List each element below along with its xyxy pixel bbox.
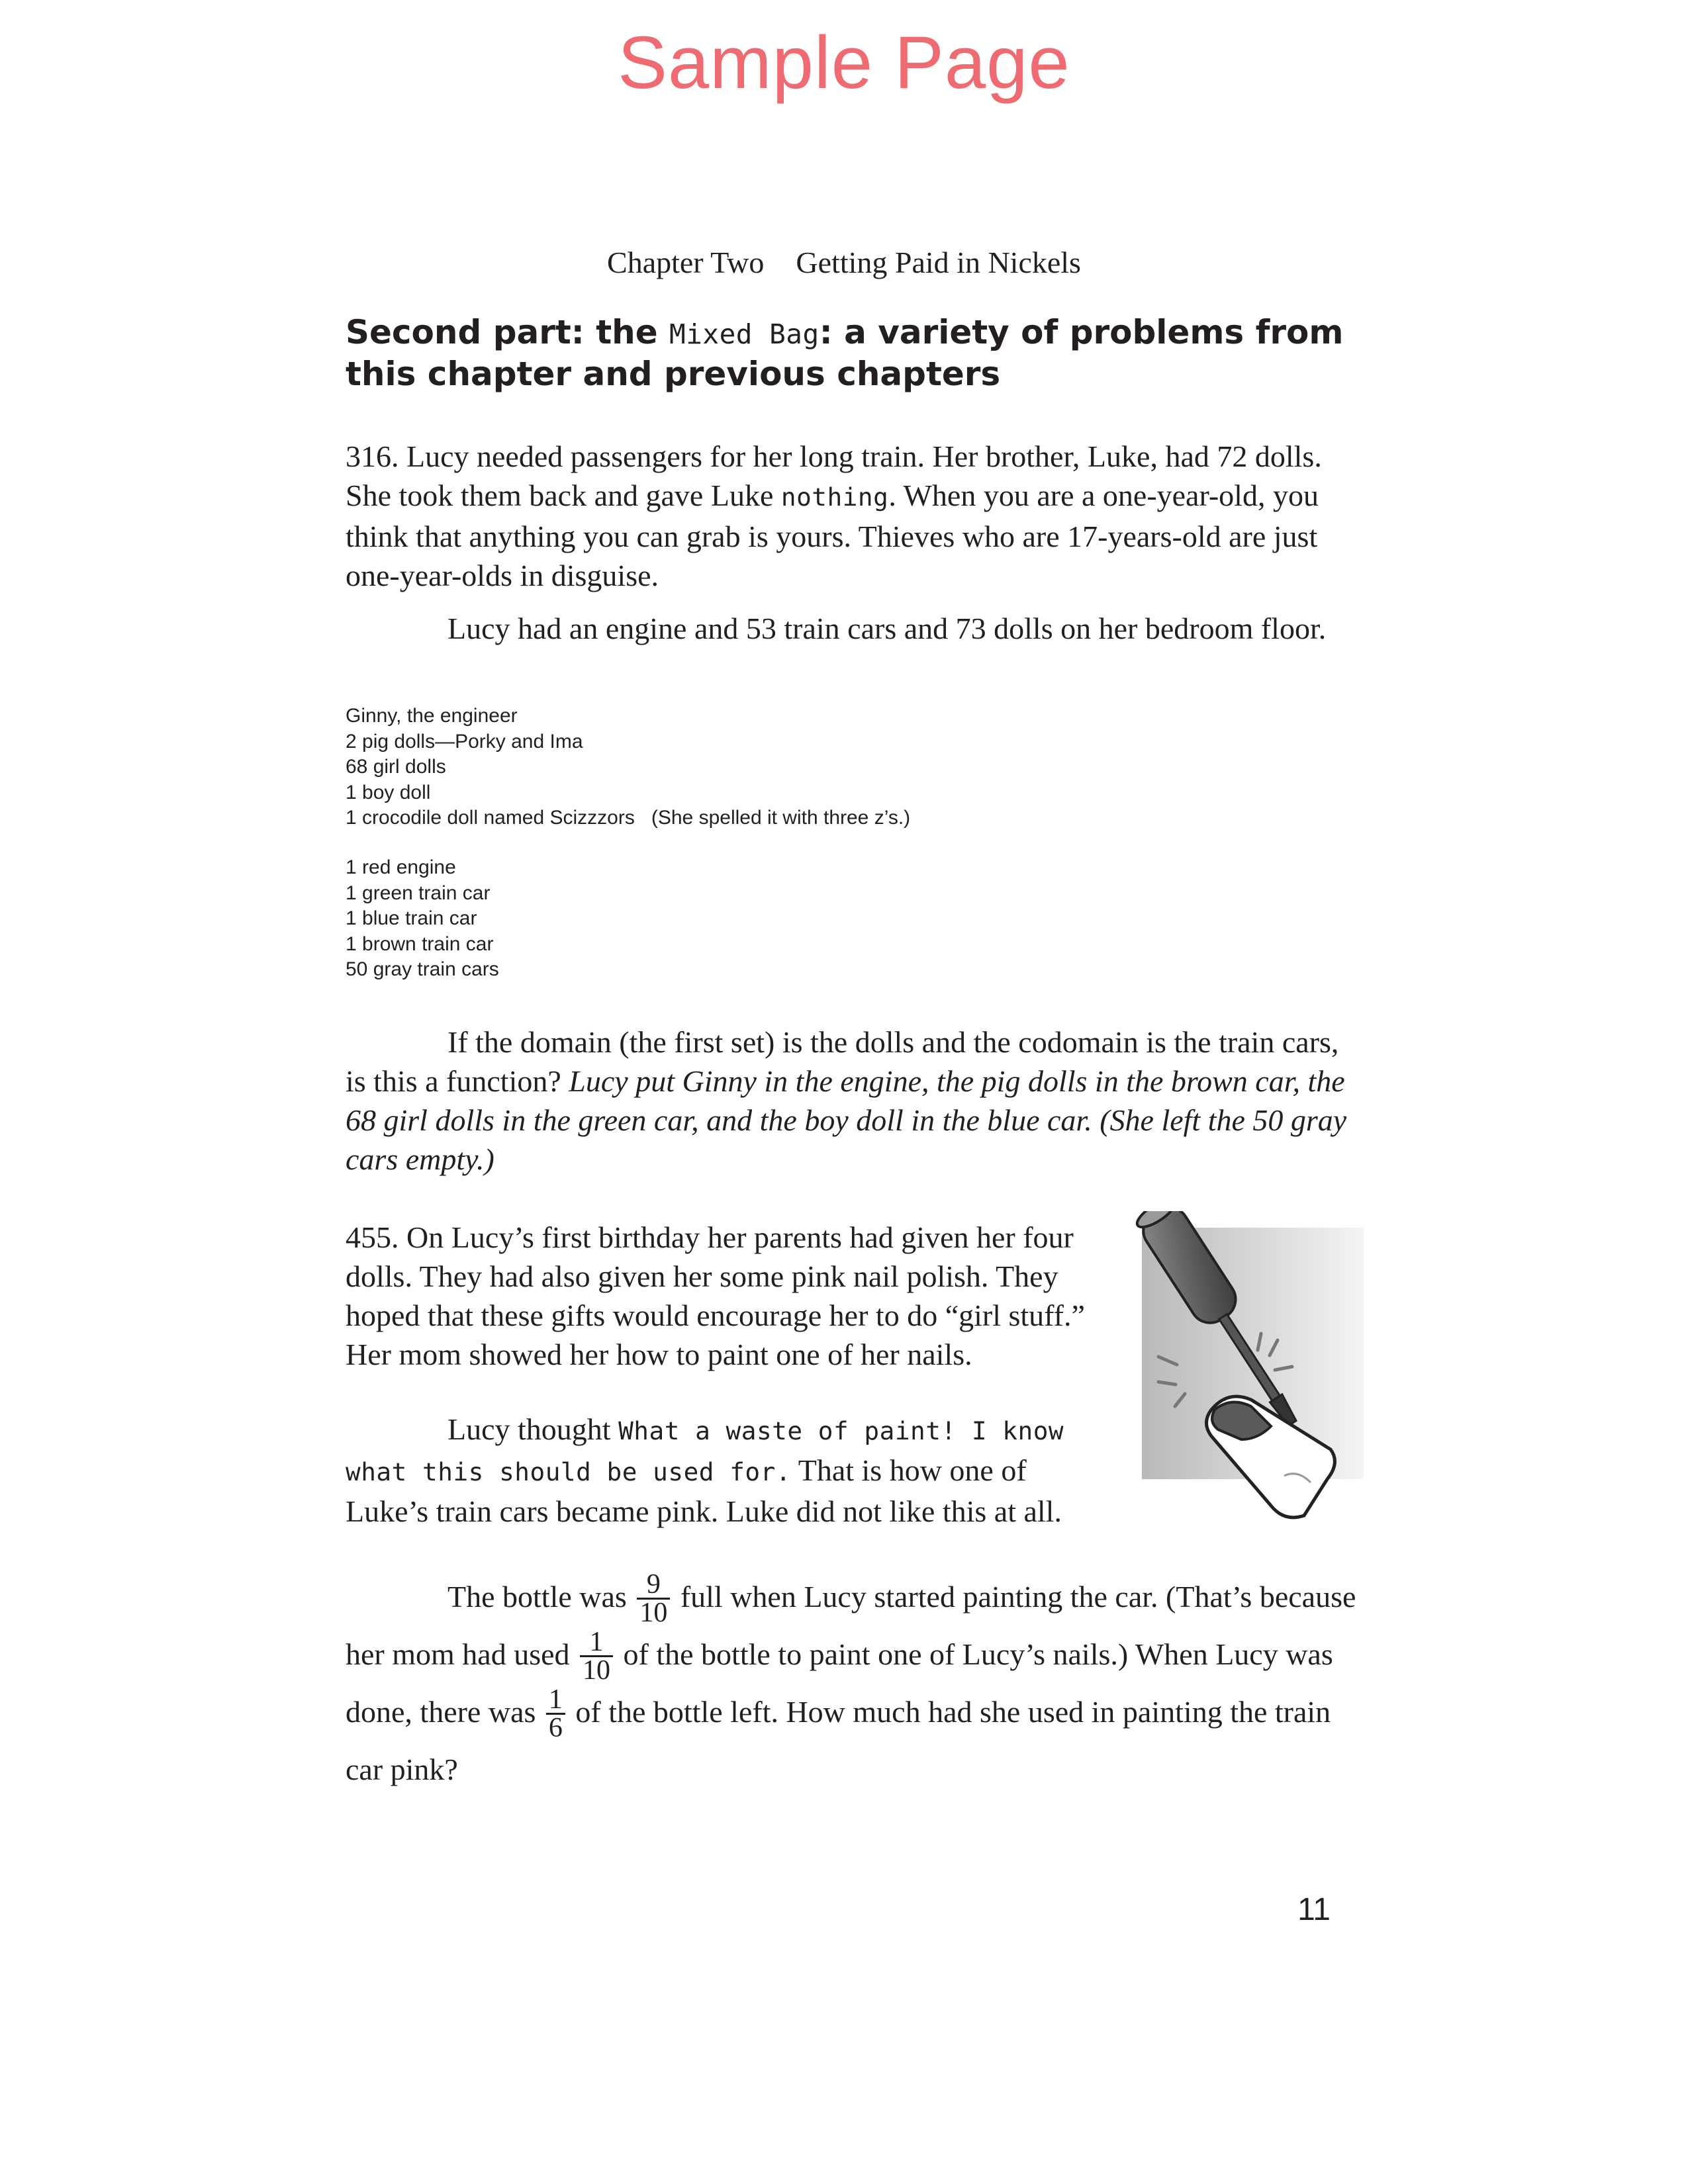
sample-page-watermark: Sample Page	[618, 21, 1070, 104]
nothing-handwritten: nothing	[780, 482, 889, 512]
dolls-list	[346, 704, 1405, 831]
chapter-header	[0, 245, 1688, 280]
list-item: 1 red engine	[346, 856, 456, 878]
thought-tail: That is how one of Luke’s train cars became pink. Luke did not like this at all.	[346, 1453, 1062, 1528]
list-item: 1 crocodile doll named Scizzzors (She spelled it with three z’s.)	[346, 807, 911, 829]
thought-handwritten: What a waste of paint! I know what this should be used for.	[346, 1416, 1064, 1486]
question-italic-text: Lucy put Ginny in the engine, the pig dolls in the brown car, the 68 girl dolls in the green car, and the boy doll in the blue car. (She left the 50 gray cars empty.)	[346, 1064, 1347, 1176]
problem-316-text-a: 316. Lucy needed passengers for her long train. Her brother, Luke, had 72 dolls. She took them back and gave Luke	[346, 439, 1322, 512]
list-item: 1 green train car	[346, 882, 491, 904]
list-item: 1 blue train car	[346, 907, 477, 929]
problem-316-text-b: . When you are a one-year-old, you think that anything you can grab is yours. Thieves who are 17-years-old are just one-year-olds in disguise.	[346, 478, 1319, 592]
problem-316-intro	[346, 437, 1352, 595]
chapter-title: Getting Paid in Nickels	[796, 246, 1081, 279]
list-item: 50 gray train cars	[346, 958, 499, 980]
mixed-bag-label: Mixed Bag	[669, 318, 820, 350]
problem-316-question	[346, 1023, 1352, 1179]
fraction-denominator: 6	[548, 1712, 563, 1743]
list-item: 68 girl dolls	[346, 756, 446, 778]
list-item: 1 boy doll	[346, 781, 431, 803]
problem-455-intro: 455. On Lucy’s first birthday her parents had given her four dolls. They had also given her some pink nail polish. They hoped that these gifts would encourage her to do “girl stuff.” Her mom showed her how to paint one of her nails.	[346, 1220, 1085, 1371]
fraction-denominator: 10	[639, 1597, 668, 1628]
page-number: 11	[1297, 1892, 1331, 1927]
fraction-numerator: 1	[548, 1684, 563, 1715]
question-part-d: of the bottle left. How much had she used in painting the train car pink?	[346, 1694, 1331, 1786]
fraction-one-tenth	[580, 1626, 613, 1686]
heading-part1: Second part: the	[346, 313, 670, 351]
question-text: If the domain (the first set) is the dolls and the codomain is the train cars, is this a function?	[346, 1025, 1339, 1098]
chapter-label: Chapter Two	[607, 246, 765, 279]
problem-316-inventory: Lucy had an engine and 53 train cars and 73 dolls on her bedroom floor.	[447, 612, 1327, 645]
question-part-b: full when Lucy started painting the car. (That’s because her mom had used	[346, 1580, 1356, 1671]
train-cars-list	[346, 855, 1405, 983]
list-item: Ginny, the engineer	[346, 705, 518, 727]
list-item: 2 pig dolls—Porky and Ima	[346, 730, 583, 752]
fraction-nine-tenths	[637, 1571, 670, 1626]
section-heading	[346, 312, 1378, 394]
thought-lead: Lucy thought	[447, 1412, 619, 1446]
list-item: 1 brown train car	[346, 933, 494, 955]
question-part-a: The bottle was	[447, 1580, 635, 1614]
fraction-denominator: 10	[583, 1655, 611, 1686]
fraction-numerator: 1	[589, 1626, 604, 1657]
problem-455-thought	[346, 1410, 1100, 1531]
fraction-one-sixth	[546, 1686, 565, 1741]
problem-455-question	[346, 1570, 1365, 1796]
nail-polish-icon	[1112, 1211, 1364, 1529]
heading-part2: : a variety of problems from this chapter and previous chapters	[346, 313, 1344, 393]
fraction-numerator: 9	[646, 1569, 661, 1600]
question-part-c: of the bottle to paint one of Lucy’s nails.) When Lucy was done, there was	[346, 1637, 1333, 1729]
